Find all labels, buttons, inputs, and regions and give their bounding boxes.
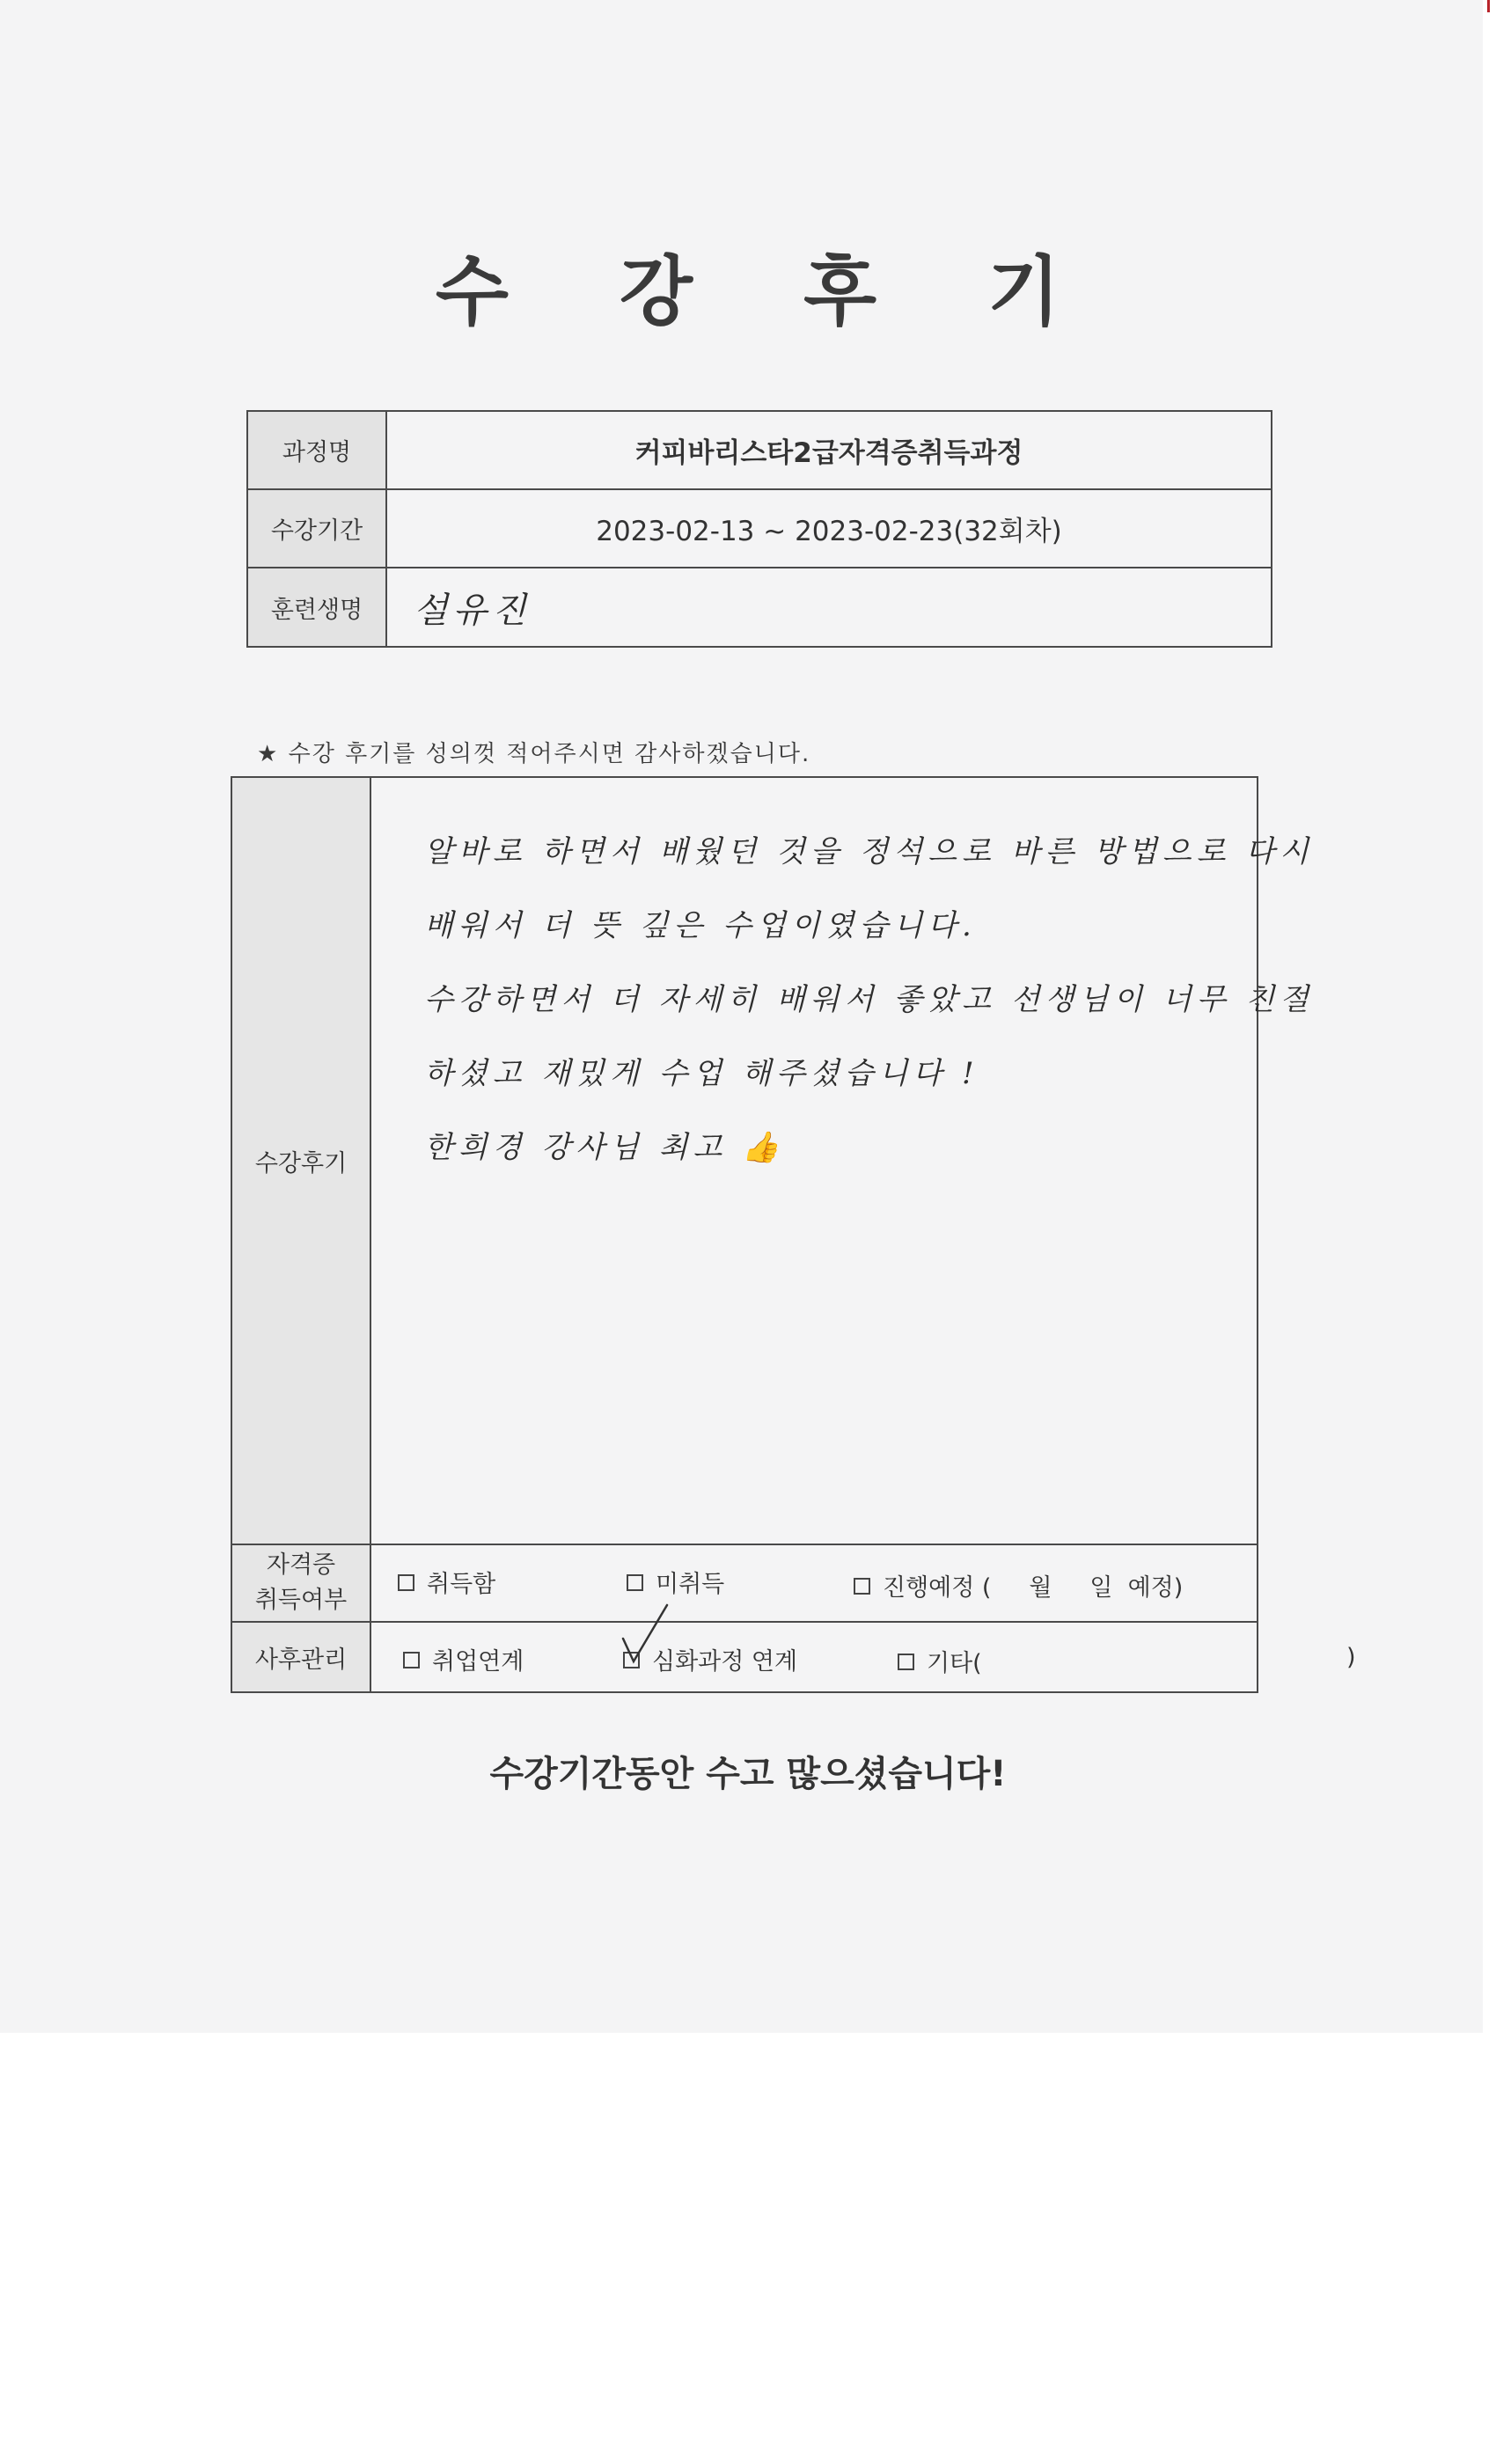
review-line: 하셨고 재밌게 수업 해주셨습니다 ! [424,1056,979,1091]
aftercare-row [231,1622,1258,1692]
option-label: 진행예정 ( 월 일 예정) [883,1574,1184,1602]
period-value: 2023-02-13 ~ 2023-02-23(32회차) [386,489,1272,568]
review-row [231,777,1258,1544]
option-label: 미취득 [656,1571,725,1598]
review-line: 배워서 더 뜻 깊은 수업이였습니다. [424,908,977,943]
course-label: 과정명 [247,411,386,489]
certificate-label-line2: 취득여부 [254,1587,348,1614]
certificate-label-line1: 자격증 [266,1551,336,1579]
check-mark-icon [621,1600,683,1670]
review-table [231,776,1356,1693]
red-edge-mark [1487,0,1490,12]
certificate-option-in-progress[interactable] [854,1568,1183,1602]
aftercare-option-employment[interactable] [403,1642,524,1676]
review-text-area [371,778,1315,1542]
option-label: 심화과정 연계 [652,1648,798,1676]
certificate-row [231,1544,1258,1622]
option-label: 기타( [927,1650,982,1677]
course-info-table [246,410,1272,648]
review-label: 수강후기 [231,777,370,1544]
aftercare-option-other[interactable] [898,1644,982,1678]
review-line: 수강하면서 더 자세히 배워서 좋았고 선생님이 너무 친절 [424,982,1315,1017]
trainee-label: 훈련생명 [247,568,386,647]
aftercare-label: 사후관리 [231,1622,370,1692]
option-label: 취득함 [427,1571,496,1598]
trainee-row [247,568,1272,647]
checkbox-icon [398,1574,414,1591]
course-value: 커피바리스타2급자격증취득과정 [386,411,1272,489]
option-label: 취업연계 [432,1648,524,1676]
page-title: 수 강 후 기 [435,248,1104,336]
trainee-signature: 설유진 [414,590,532,631]
certificate-option-not-acquired[interactable] [627,1565,724,1599]
checkbox-icon [627,1574,643,1591]
review-line: 한희경 강사님 최고 👍 [424,1130,785,1165]
aftercare-other-close: ) [1346,1644,1356,1671]
checkbox-icon [854,1578,870,1595]
closing-message: 수강기간동안 수고 많으셨습니다! [489,1754,1007,1794]
certificate-label [231,1544,370,1622]
instruction-note: ★ 수강 후기를 성의껏 적어주시면 감사하겠습니다. [257,741,811,767]
period-label: 수강기간 [247,489,386,568]
period-row [247,489,1272,568]
course-row [247,411,1272,489]
checkbox-icon [403,1652,420,1668]
review-line: 알바로 하면서 배웠던 것을 정석으로 바른 방법으로 다시 [424,834,1315,869]
checkbox-icon [898,1654,914,1670]
certificate-option-acquired[interactable] [398,1565,495,1599]
